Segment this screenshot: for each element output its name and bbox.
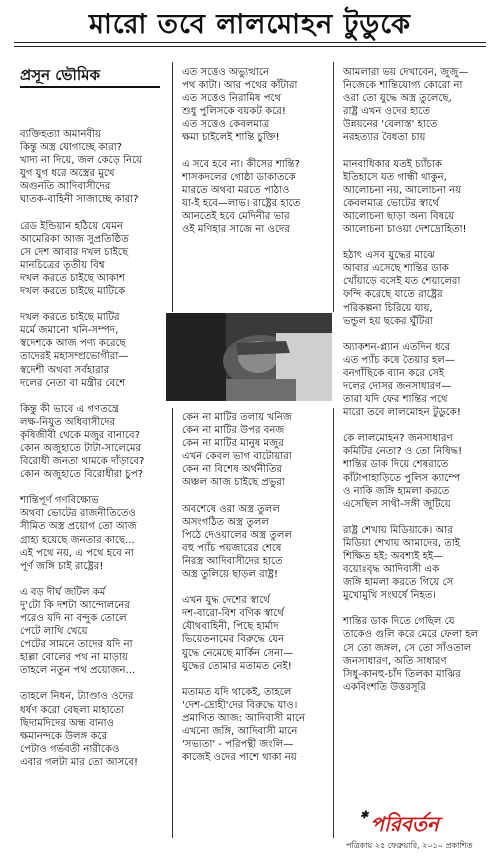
logo-text: পরিবর্তন [370, 812, 439, 836]
poem-line: বহু প্যাঁচ পয়জারের শেষে [182, 542, 282, 554]
author-underline [20, 86, 160, 88]
poem-line: যা-ই হবে—লাভ। রাষ্ট্রের হাতে [182, 197, 301, 209]
poem-line: শুধু পুলিসকে বয়কট করে! [182, 106, 286, 118]
poem-line: কোন অজুহাতে বিরোধীরা চুপ? [20, 469, 144, 481]
poem-line: মানচিত্রের তৃতীয় বিশ্ব [20, 259, 105, 271]
poem-line: এখনো জঙ্গি, আদিবাসী মানে [182, 725, 298, 737]
poem-line: নরহত্যার বৈধতা চায় [343, 132, 426, 144]
poem-line: প্রমাণিত আজ: আদিবাসী মানে [182, 712, 306, 724]
poem-line: আনতেই হবে মেদিনীর ভার [182, 210, 290, 222]
poem-line: খাদ্য না দিয়ে, জল কেড়ে নিয়ে [20, 155, 143, 167]
poem-stanza [343, 158, 478, 237]
title-divider [14, 42, 486, 43]
poem-line: অসংগঠিত অস্ত্র তুলল [182, 516, 269, 528]
poem-line: যৌথবাহিনী, পিছে হার্মাদ [182, 621, 279, 633]
article-title: মারো তবে লালমোহন টুডুকে [88, 9, 412, 40]
poem-stanza [182, 158, 300, 237]
poem-line: লক্ষ-নিযুত অধিবাসীদের [20, 416, 116, 428]
poem-line: অস্ত্র তুলিয়ে ছাড়ল রাষ্ট্র! [182, 569, 279, 581]
poem-line: রেড ইন্ডিয়ান হঠিয়ে যেমন [20, 220, 123, 232]
poem-stanza [20, 586, 144, 678]
poem-line: ঘাতক-বাহিনী সাজাচ্ছে কারা? [20, 194, 139, 206]
poem-line: দখল করতে চাইছে মাটির [20, 312, 120, 324]
poem-line: এখন কেবল ভাগ বাটোয়ারা [182, 451, 292, 463]
poem-line: এসেছিল সাথী-সঙ্গী জুটিয়ে [343, 498, 451, 510]
poem-line: জঙ্গি হামলা করতে গিয়ে সে [343, 577, 454, 589]
column-divider-left-bottom [172, 408, 173, 838]
poem-line: ক্ষমানন্দকে উলঙ্গ করে [20, 730, 108, 742]
poem-line: বনগাঁছিকে ব্যান করে সেই [343, 367, 445, 379]
poem-line: মানবাধিকার যতই চ্যাঁচাক [343, 158, 442, 170]
poem-line: রাষ্ট্র এখন ওদের হাতে [343, 106, 431, 118]
poem-line: দলের দোসর জনসাধারণ— [343, 380, 452, 392]
poem-line: খোঁয়াড়ে বসেই যত শেয়ালেরা [343, 276, 461, 288]
poem-line: তাহলে নতুন পথ প্রয়োজন... [20, 665, 136, 677]
poem-line: সে তো জঙ্গল, সে তো সাঁওতাল [343, 642, 472, 654]
poem-line: সীমিত অস্ত্র প্রয়োগ তো আজ [20, 521, 137, 533]
injured-man-photo [166, 313, 332, 401]
poem-line: পরিকল্পনা চিরিয়ে যায়, [343, 302, 433, 314]
poem-line: এত সত্তেও কেবলমাত্র [182, 119, 270, 131]
poem-line: কোন অজুহাতে টাটা-সালেমের [20, 442, 142, 454]
poem-line: যুদ্ধের তোমার মতামত নেই! [182, 660, 292, 672]
poem-line: কিন্তু অস্ত্র যোগাচ্ছে কারা? [20, 142, 123, 154]
poem-line: ব্যক্তিহত্যা অমানবীয় [20, 129, 101, 140]
poem-line: এখন যুদ্ধ দেশের স্বার্থে [182, 595, 270, 607]
poem-stanza [343, 524, 478, 603]
poem-line: 'দেশ-দ্রোহী'দের বিরুদ্ধে যাও। [182, 699, 298, 711]
poem-line: হঠাৎ এসব যুদ্ধের মাঝে [343, 250, 435, 262]
poem-line: পিঠে দেওয়ালের অস্ত্র তুলল [182, 529, 292, 541]
poem-line: আমলারা ভয় দেখাবেন, জুজু— [343, 67, 469, 78]
poem-line: কেন না মাটির তলায় খনিজ [182, 412, 292, 423]
poem-line: নিজেকে শান্তিযোগ্য কোরো না [343, 80, 463, 92]
poem-line: ওই মণিহার সাজে না ওদের [182, 224, 290, 236]
poem-stanza [343, 66, 478, 145]
column-divider-right-top [333, 62, 334, 312]
poem-line: পেটের সামনে তাদের যদি না [20, 639, 133, 651]
poem-line: অঞ্চল আজ চাইছে প্রভুরা [182, 477, 285, 489]
poem-line: এই পথে নয়, এ পথে হবে না [20, 547, 134, 559]
poem-line: এত প্যাঁচ কষে তৈয়ার হল— [343, 354, 455, 366]
poem-line: যুদ্ধে নেমেছে মার্কিন সেনা— [182, 647, 294, 659]
poem-stanza [20, 220, 144, 299]
column-divider-left-top [172, 62, 173, 312]
poem-line: স্বদেশী অথবা সর্বহারার [20, 364, 110, 376]
publication-logo [360, 810, 439, 843]
poem-line: কৃষিজীবী থেকে মজুর বানাবে? [20, 429, 141, 441]
poem-line: কেন না মাটির মানুষ মজুর [182, 438, 284, 450]
poem-line: 'সভ্যতা' - পরিপন্থী জংলি— [182, 739, 294, 751]
poem-stanza [343, 341, 478, 420]
poem-line: কাঁটাপাহাড়িতে পুলিস ক্যাম্পে [343, 472, 461, 484]
poem-line: আমেরিকা আজ সুপ্রতিষ্ঠিত [20, 233, 129, 245]
poem-line: শিক্ষিত হই: অবশ্যই হই— [343, 551, 444, 562]
poem-line: কেন না বিশেষ অর্থনীতির [182, 464, 283, 476]
poem-line: নিরস্ত্র আদিবাসীদের হাতে [182, 555, 283, 567]
poem-line: তারা যদি ফের শান্তির পথে [343, 394, 448, 406]
poem-line: মর্মে জমানো খনি-সম্পদ, [20, 325, 119, 337]
poem-stanza [20, 311, 144, 390]
poem-line: ভিয়েতনামের বিরুদ্ধে যেন [182, 634, 285, 646]
poem-stanza [182, 594, 305, 673]
poem-line: সে দেশ আবার দখল চাইছে [20, 246, 129, 258]
poem-line: আলোচনা চাওয়া দেশদ্রোহিতা! [343, 224, 467, 236]
poem-line: মারতে অথবা মরতে পাঠাও [182, 184, 290, 196]
poem-line: রাষ্ট্র শেখায় মিডিয়াকে। আর [343, 524, 453, 536]
poem-line: কমিটির নেতা? ও তো নিষিদ্ধ! [343, 446, 463, 458]
poem-stanza [20, 403, 144, 482]
poem-line: কেবলমাত্র ভোটের স্বার্থে [343, 197, 439, 209]
poem-line: মতামত যদি থাকেই, তাহলে [182, 686, 292, 698]
poem-line: শান্তির ডাক দিতে গেছিল যে [343, 616, 455, 628]
poem-line: এত সত্তেও নিরামিষ পথে [182, 93, 282, 105]
poem-line: পেটে লাথি খেয়ে [20, 626, 88, 638]
poem-line: পেটাও গর্ভবতী নারীকেও [20, 743, 120, 755]
poem-line: এ সবে হবে না। কীসের শান্তি? [182, 158, 300, 170]
poem-line: আলোচনা নয়, আলোচনা নয় [343, 184, 462, 196]
title-divider-2 [14, 46, 486, 47]
poem-line: কিন্তু কী ভাবে এ গণতন্ত্রে [20, 403, 119, 415]
poem-line: বয়োঃবৃদ্ধ আদিবাসী এক [343, 564, 440, 576]
poem-line: মারো তবে লালমোহন টুডুকে! [343, 407, 461, 419]
poem-line: মুখোমুখি সংঘর্ষে নিহত। [343, 590, 437, 602]
poem-line: শান্তির ডাক দিয়ে শেষরাতে [343, 459, 449, 471]
poem-line: উন্নয়নের 'বেলাস্ত' হাতে [343, 119, 438, 131]
poem-line: তাদেরই মহাসম্প্রভোগীরা— [20, 351, 129, 363]
poem-stanza [182, 503, 305, 582]
poem-line: যুগ যুগ ধরে অস্ত্রের মুখে [20, 168, 115, 180]
poem-line: তাকেও গুলি করে মেরে ফেলা হল [343, 629, 479, 641]
poem-line: সিধু-কানহু-চাঁদ তিলকা মাঝির [343, 668, 461, 680]
poem-line: অথবা ভোটের রাজনীতিতেও [20, 508, 136, 520]
poem-line: কে লালমোহন? জনসাধারণ [343, 433, 453, 445]
poem-line: ফন্দি করেছে যাতে রাষ্ট্রের [343, 289, 443, 301]
poem-line: দলের নেতা বা মন্ত্রীর বেশে [20, 377, 126, 389]
poem-line: অবশেষে ওরা অস্ত্র তুলল [182, 503, 280, 515]
poem-line: এত সত্তেও অভ্যুত্থানে [182, 67, 269, 78]
logo-star-icon: ✱ [360, 810, 369, 821]
poem-line: জনসাধারণ, অতি সাধারণ [343, 655, 447, 667]
column-2-top [182, 66, 300, 249]
poem-line: কেন না মাটির উপর বনজ [182, 425, 285, 437]
poem-line: স্বদেশকে আজ পণ্য করেছে [20, 338, 126, 350]
poem-stanza [343, 249, 478, 328]
poem-line: দখল করতে চাইছে মাটিকে [20, 286, 126, 298]
poem-line: এবার গলটা মার তো আসবে! [20, 756, 139, 768]
poem-stanza [20, 494, 144, 573]
poem-line: ভন্ডুল হয় ছকের ঘুঁটিরা [343, 315, 433, 327]
poem-line: গ্রাহ্য হয়েছে জনতার কাছে... [20, 534, 135, 546]
poem-stanza [343, 432, 478, 511]
poem-line: অগুনতি আদিবাসীদের [20, 181, 111, 193]
poem-line: আবার এসেছে শান্তির ডাক [343, 263, 449, 275]
poem-line: ও নাকি জঙ্গি হামলা করতে [343, 485, 450, 497]
poem-line: বিরোধী জনতা থামকে দাঁড়াবে? [20, 456, 145, 468]
poem-line: মিডিয়া শেখায় আমাদের, তাই [343, 537, 461, 549]
poem-stanza [20, 690, 144, 769]
poem-stanza [182, 411, 305, 490]
poem-stanza [343, 615, 478, 694]
publication-note: পত্রিকায় ২৫ ফেব্রুয়ারি, ২০১০ প্রকাশিত [346, 841, 473, 850]
poem-line: দখল করতে চাইছে আকাশ [20, 272, 125, 284]
column-divider-right-bottom [333, 408, 334, 838]
poem-line: অ্যাকশন-প্ল্যান এতদিন ধরে [343, 341, 451, 353]
poem-line: আলোচনা ছাড়া অন্য বিষয়ে [343, 210, 455, 222]
poem-line: শাসকদলের গোষ্ঠা ডাকাতকে [182, 171, 296, 183]
poem-line: এ বড় দীর্ঘ জটিল কর্ম [20, 586, 106, 598]
poem-stanza [20, 128, 144, 207]
poem-line: ইতিহাসে যত গান্ধী থাকুন, [343, 171, 447, 183]
poem-line: একবিংশতি উত্তরসূরি [343, 681, 426, 693]
poem-stanza [182, 686, 305, 765]
author-name: প্রসূন ভৌমিক [20, 66, 100, 84]
column-2-bottom [182, 411, 305, 777]
column-3 [343, 66, 478, 707]
poem-line: ওরা তো যুদ্ধে অস্ত্র তুলেছে, [343, 93, 452, 105]
poem-stanza [182, 66, 300, 145]
poem-line: পূর্ণ জঙ্গি চাই রাষ্ট্রের! [20, 560, 104, 572]
poem-line: দু'টো কি দশটা আন্দোলনের [20, 599, 130, 611]
poem-line: পথ কাটা। আর পথের কাঁটারা [182, 80, 298, 92]
poem-line: ক্ষমা চাইলেই শান্তি চুক্তি! [182, 132, 280, 144]
poem-line: শান্তিপূর্ণ গণবিক্ষোভ [20, 495, 99, 507]
news-photo [166, 313, 332, 401]
poem-line: দশ-বারো-বিশ বণিক স্বার্থে [182, 608, 284, 620]
poem-line: ধর্ষণ করো বেছলা মাহাতো [20, 704, 125, 716]
column-1 [20, 128, 144, 782]
poem-line: হাল্লা বোলের পথ না মাড়ায় [20, 652, 128, 664]
poem-line: তাহলে নিধন, ট্যাণ্ডাও ওদের [20, 691, 134, 703]
poem-line: ছিদামদিদের অন্ধ বানাও [20, 717, 115, 729]
poem-line: কাজেই ওদের পাশে থাকা নয় [182, 752, 297, 764]
poem-line: পরেও যদি না বন্দুক তোলে [20, 613, 127, 624]
